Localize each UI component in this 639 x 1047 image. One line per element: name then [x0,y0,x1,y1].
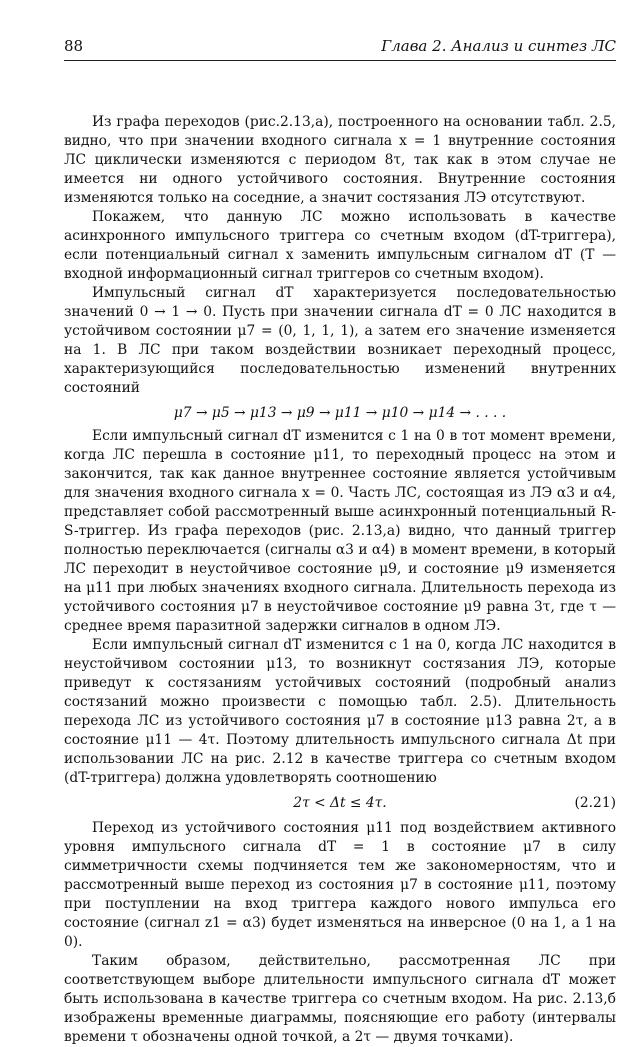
paragraph-4: Если импульсный сигнал dT изменится с 1 на 0 в тот момент времени, когда ЛС перешла в состояние μ11, то переходный процесс на этом и закончится, так как данное внутреннее состояние является устойчивым для значения входного сигнала x = 0. Часть ЛС, состоящая из ЛЭ α3 и α4, представляет собой рассмотренный выше асинхронный потенциальный R-S-триггер. Из графа переходов (рис. 2.13,а) видно, что данный триггер полностью переключается (сигналы α3 и α4) в момент времени, в который ЛС переходит в неустойчивое состояние μ9, и состояние μ9 изменяется на μ11 при любых значениях входного сигнала. Длительность перехода из устойчивого состояния μ7 в неустойчивое состояние μ9 равна 3τ, где τ — среднее время паразитной задержки сигналов в одном ЛЭ. [64,428,616,634]
paragraph-5: Если импульсный сигнал dT изменится с 1 на 0, когда ЛС находится в неустойчивом состоянии μ13, то возникнут состязания ЛЭ, которые приведут к состязаниям устойчивых состояний (подробный анализ состязаний можно произвести с помощью табл. 2.5). Длительность перехода ЛС из устойчивого состояния μ7 в состояние μ13 равна 2τ, а в состояние μ11 — 4τ. Поэтому длительность импульсного сигнала Δt при использовании ЛС на рис. 2.12 в качестве триггера со счетным входом (dT-триггера) должна удовлетворять соотношению [64,637,616,786]
page [64,36,616,1047]
paragraph-1: Из графа переходов (рис.2.13,а), построенного на основании табл. 2.5, видно, что при значении входного сигнала x = 1 внутренние состояния ЛС циклически изменяются с периодом 8τ, так как в этом случае не имеется ни одного устойчивого состояния. Внутренние состояния изменяются только на соседние, а значит состязания ЛЭ отсутствуют. [64,114,616,206]
equation-2-21 [64,794,616,813]
paragraph-6: Переход из устойчивого состояния μ11 под воздействием активного уровня импульсного сигнала dT = 1 в состояние μ7 в силу симметричности схемы подчиняется тем же закономерностям, что и рассмотренный выше переход из состояния μ7 в состояние μ11, поэтому при поступлении на вход триггера каждого нового импульса его состояние (сигнал z1 = α3) будет изменяться на инверсное (0 на 1, а 1 на 0). [64,820,616,950]
state-sequence-formula: μ7 → μ5 → μ13 → μ9 → μ11 → μ10 → μ14 → . . . . [173,405,507,421]
chapter-title: Глава 2. Анализ и синтез ЛС [381,37,616,55]
paragraph-7: Таким образом, действительно, рассмотренная ЛС при соответствующем выборе длительности импульсного сигнала dT может быть использована в качестве триггера со счетным входом. На рис. 2.13,б изображены временные диаграммы, поясняющие его работу (интервалы времени τ обозначены одной точкой, а 2τ — двумя точками). [64,953,616,1045]
paragraph-3: Импульсный сигнал dT характеризуется последовательностью значений 0 → 1 → 0. Пусть при значении сигнала dT = 0 ЛС находится в устойчивом состоянии μ7 = (0, 1, 1, 1), а затем его значение изменяется на 1. В ЛС при таком воздействии возникает переходный процесс, характеризующийся последовательностью изменений внутренних состояний [64,285,616,396]
page-header [64,36,616,61]
page-number: 88 [64,37,84,55]
equation-text: 2τ < Δt ≤ 4τ. [293,795,387,811]
equation-number: (2.21) [574,795,616,811]
page-body [64,113,616,1047]
paragraph-2: Покажем, что данную ЛС можно использовать в качестве асинхронного импульсного триггера со счетным входом (dT-триггера), если потенциальный сигнал x заменить импульсным сигналом dT (T — входной информационный сигнал триггеров со счетным входом). [64,209,616,282]
